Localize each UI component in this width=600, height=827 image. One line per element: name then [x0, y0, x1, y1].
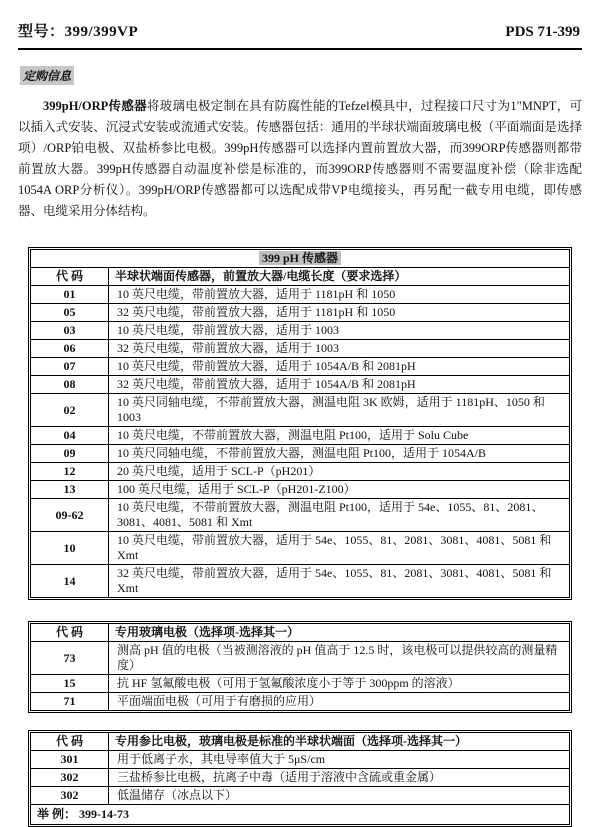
reference-electrode-options-table [28, 730, 572, 827]
code-cell: 01 [31, 286, 109, 304]
table-row [31, 532, 570, 565]
description-cell: 10 英尺电缆，不带前置放大器，测温电阻 Pt100，适用于 54e、1055、81、2081、3081、4081、5081 和 Xmt [109, 499, 570, 532]
description-cell: 10 英尺电缆，带前置放大器，适用于 54e、1055、81、2081、3081、4081、5081 和 Xmt [109, 532, 570, 565]
table-row [31, 340, 570, 358]
code-cell: 73 [31, 642, 109, 675]
intro-lead: 399pH/ORP传感器 [43, 99, 147, 113]
description-cell: 低温储存（冰点以下） [109, 787, 570, 805]
description-cell: 10 英尺同轴电缆，不带前置放大器，测温电阻 Pt100，适用于 1054A/B [109, 445, 570, 463]
description-cell: 32 英尺电缆，带前置放大器，适用于 54e、1055、81、2081、3081、4081、5081 和 Xmt [109, 565, 570, 598]
table-row [31, 286, 570, 304]
table-row [31, 463, 570, 481]
code-cell: 14 [31, 565, 109, 598]
table-row [31, 304, 570, 322]
table-row [31, 376, 570, 394]
code-cell: 302 [31, 769, 109, 787]
code-cell: 71 [31, 693, 109, 711]
code-cell: 13 [31, 481, 109, 499]
table-header-row [31, 268, 570, 286]
intro-body: 将玻璃电极定制在具有防腐性能的Tefzel模具中，过程接口尺寸为1"MNPT，可以插入式安装、沉浸式安装或流通式安装。传感器包括：通用的半球状端面玻璃电极（平面端面是选择项）/ORP铂电极、双盐桥参比电极。399pH传感器可以选择内置前置放大器，而399ORP传感器则都带前置放大器。399pH传感器自动温度补偿是标准的，而399ORP传感器则不需要温度补偿（除非选配1054A ORP分析仪）。399pH/ORP传感器都可以选配成带VP电缆接头，再另配一截专用电缆，即传感器、电缆采用分体结构。 [18, 99, 582, 218]
document-number: PDS 71-399 [505, 24, 580, 40]
code-cell: 03 [31, 322, 109, 340]
table-row [31, 642, 570, 675]
code-cell: 02 [31, 394, 109, 427]
table-row [31, 769, 570, 787]
glass-electrode-options-table [28, 621, 572, 713]
model-number-label: 型号：399/399VP [18, 24, 139, 40]
code-cell: 09-62 [31, 499, 109, 532]
code-cell: 07 [31, 358, 109, 376]
code-cell: 06 [31, 340, 109, 358]
description-column-header: 专用玻璃电极（选择项-选择其一） [109, 624, 570, 642]
description-column-header: 专用参比电极，玻璃电极是标准的半球状端面（选择项-选择其一） [109, 733, 570, 751]
code-cell: 10 [31, 532, 109, 565]
table-row [31, 787, 570, 805]
table-row [31, 693, 570, 711]
document-header [18, 20, 582, 41]
example-row [31, 805, 570, 825]
description-cell: 100 英尺电缆，适用于 SCL-P（pH201-Z100） [109, 481, 570, 499]
description-column-header: 半球状端面传感器，前置放大器/电缆长度（要求选择） [109, 268, 570, 286]
table-header-row [31, 624, 570, 642]
description-cell: 10 英尺电缆，不带前置放大器，测温电阻 Pt100，适用于 Solu Cube [109, 427, 570, 445]
code-cell: 09 [31, 445, 109, 463]
code-column-header: 代 码 [31, 268, 109, 286]
code-cell: 12 [31, 463, 109, 481]
description-cell: 10 英尺电缆，带前置放大器，适用于 1003 [109, 322, 570, 340]
code-cell: 302 [31, 787, 109, 805]
description-cell: 10 英尺电缆，带前置放大器，适用于 1054A/B 和 2081pH [109, 358, 570, 376]
table-row [31, 445, 570, 463]
table-row [31, 322, 570, 340]
description-cell: 10 英尺同轴电缆，不带前置放大器，测温电阻 3K 欧姆，适用于 1181pH、1050 和 1003 [109, 394, 570, 427]
code-cell: 08 [31, 376, 109, 394]
code-column-header: 代 码 [31, 624, 109, 642]
example-model-number: 举 例： 399-14-73 [31, 805, 570, 825]
table-header-row [31, 733, 570, 751]
description-cell: 32 英尺电缆，带前置放大器，适用于 1003 [109, 340, 570, 358]
intro-paragraph [18, 96, 582, 222]
table-row [31, 499, 570, 532]
section-title-ordering-info: 定购信息 [20, 66, 74, 85]
table-row [31, 358, 570, 376]
table-row [31, 427, 570, 445]
description-cell: 32 英尺电缆，带前置放大器，适用于 1054A/B 和 2081pH [109, 376, 570, 394]
table-row [31, 675, 570, 693]
description-cell: 三盐桥参比电极，抗离子中毒（适用于溶液中含硫或重金属） [109, 769, 570, 787]
description-cell: 测高 pH 值的电极（当被测溶液的 pH 值高于 12.5 时，该电极可以提供较高的测量精度） [109, 642, 570, 675]
description-cell: 10 英尺电缆，带前置放大器，适用于 1181pH 和 1050 [109, 286, 570, 304]
description-cell: 32 英尺电缆，带前置放大器，适用于 1181pH 和 1050 [109, 304, 570, 322]
table-title: 399 pH 传感器 [259, 251, 341, 265]
description-cell: 抗 HF 氢氟酸电极（可用于氢氟酸浓度小于等于 300ppm 的溶液） [109, 675, 570, 693]
code-column-header: 代 码 [31, 733, 109, 751]
sensor-ordering-table [28, 247, 572, 600]
description-cell: 用于低离子水，其电导率值大于 5μS/cm [109, 751, 570, 769]
code-cell: 05 [31, 304, 109, 322]
table-row [31, 481, 570, 499]
table-row [31, 751, 570, 769]
code-cell: 301 [31, 751, 109, 769]
table-title-row [31, 250, 570, 268]
description-cell: 20 英尺电缆，适用于 SCL-P（pH201） [109, 463, 570, 481]
table-row [31, 394, 570, 427]
code-cell: 15 [31, 675, 109, 693]
description-cell: 平面端面电极（可用于有磨损的应用） [109, 693, 570, 711]
table-row [31, 565, 570, 598]
code-cell: 04 [31, 427, 109, 445]
